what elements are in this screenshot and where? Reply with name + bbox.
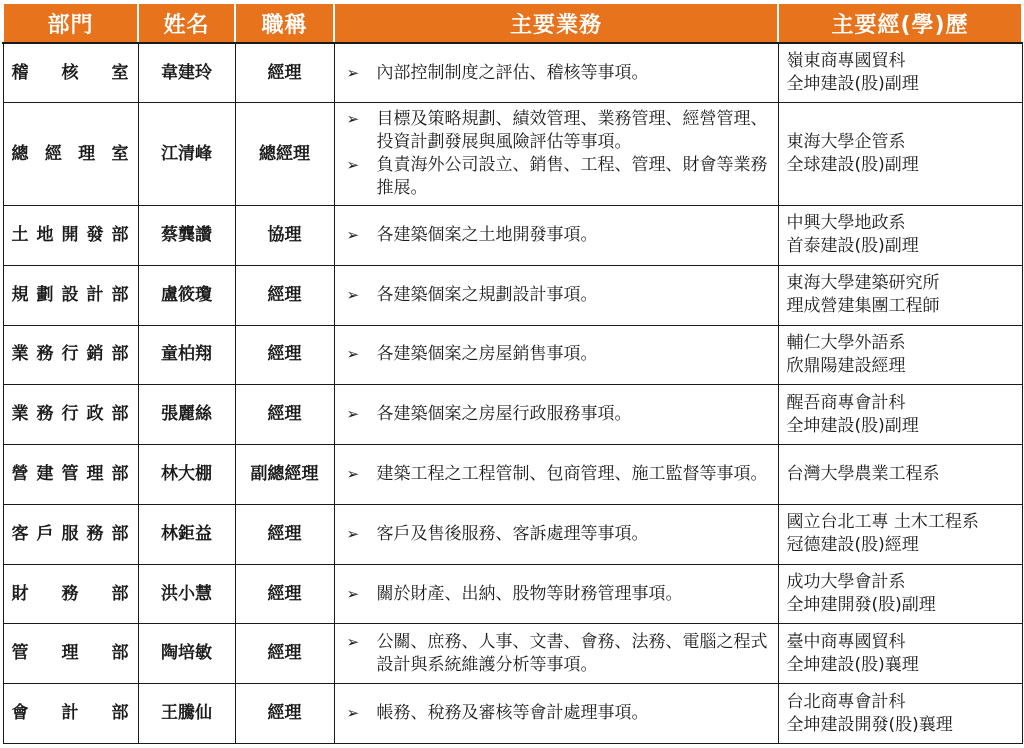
- table-row: [3, 564, 1022, 624]
- duty-text: 公關、庶務、人事、文書、會務、法務、電腦之程式設計與系統維護分析等事項。: [376, 631, 768, 675]
- duty-item: [343, 702, 770, 725]
- table-row: [3, 103, 1022, 206]
- duty-item: [343, 463, 770, 486]
- arrow-bullet-icon: ➢: [346, 405, 360, 424]
- duty-text: 負責海外公司設立、銷售、工程、管理、財會等業務推展。: [376, 155, 768, 199]
- header-duties: 主要業務: [334, 3, 778, 43]
- arrow-bullet-icon: ➢: [346, 110, 360, 129]
- duty-text: 各建築個案之土地開發事項。: [376, 224, 598, 245]
- title-cell: 經理: [235, 684, 334, 744]
- education-line: 台北商專會計科: [786, 691, 906, 712]
- duty-text: 帳務、稅務及審核等會計處理事項。: [376, 703, 649, 724]
- duty-text: 內部控制制度之評估、稽核等事項。: [376, 62, 649, 83]
- name-cell: 陶培敏: [138, 624, 235, 684]
- education-line: 中興大學地政系: [786, 213, 906, 234]
- duty-item: [343, 523, 770, 546]
- table-row: [3, 385, 1022, 445]
- table-row: [3, 325, 1022, 385]
- duty-list: [343, 631, 770, 677]
- name-cell: 王騰仙: [138, 684, 235, 744]
- dept-cell: 會計部: [3, 684, 138, 744]
- education-line: 全坤建設開發(股)襄理: [786, 714, 953, 735]
- duty-text: 關於財產、出納、股物等財務管理事項。: [376, 583, 683, 604]
- name-cell: 韋建玲: [138, 43, 235, 103]
- duty-text: 各建築個案之房屋行政服務事項。: [376, 404, 632, 425]
- arrow-bullet-icon: ➢: [346, 464, 360, 483]
- education-line: 嶺東商專國貿科: [786, 51, 906, 72]
- table-row: [3, 624, 1022, 684]
- dept-cell: 業務行銷部: [3, 325, 138, 385]
- name-cell: 童柏翔: [138, 325, 235, 385]
- duty-item: [343, 62, 770, 85]
- duties-cell: [334, 564, 778, 624]
- name-cell: 張麗絲: [138, 385, 235, 445]
- header-title: 職稱: [235, 3, 334, 43]
- arrow-bullet-icon: ➢: [346, 704, 360, 723]
- education-line: 理成營建集團工程師: [786, 296, 940, 317]
- education-cell: [778, 445, 1022, 505]
- duties-cell: [334, 504, 778, 564]
- name-cell: 洪小慧: [138, 564, 235, 624]
- duties-cell: [334, 385, 778, 445]
- education-cell: [778, 206, 1022, 266]
- duty-text: 各建築個案之規劃設計事項。: [376, 284, 598, 305]
- title-cell: 經理: [235, 385, 334, 445]
- title-cell: 經理: [235, 624, 334, 684]
- education-line: 台灣大學農業工程系: [786, 463, 940, 484]
- duty-item: [343, 343, 770, 366]
- dept-cell: 客戶服務部: [3, 504, 138, 564]
- education-line: 東海大學企管系: [786, 132, 906, 153]
- duty-list: [343, 108, 770, 200]
- education-line: 首泰建設(股)副理: [786, 236, 919, 257]
- table-row: [3, 265, 1022, 325]
- table-row: [3, 206, 1022, 266]
- name-cell: 林鉅益: [138, 504, 235, 564]
- title-cell: 經理: [235, 325, 334, 385]
- table-row: [3, 445, 1022, 505]
- education-cell: [778, 103, 1022, 206]
- dept-cell: 土地開發部: [3, 206, 138, 266]
- arrow-bullet-icon: ➢: [346, 524, 360, 543]
- name-cell: 蔡龔讚: [138, 206, 235, 266]
- duties-cell: [334, 43, 778, 103]
- title-cell: 經理: [235, 564, 334, 624]
- name-cell: 林大棚: [138, 445, 235, 505]
- duty-item: [343, 224, 770, 247]
- duty-text: 客戶及售後服務、客訴處理等事項。: [376, 523, 649, 544]
- duty-item: [343, 583, 770, 606]
- name-cell: 盧筱瓊: [138, 265, 235, 325]
- education-cell: [778, 624, 1022, 684]
- duty-list: [343, 62, 770, 85]
- duty-list: [343, 583, 770, 606]
- duties-cell: [334, 325, 778, 385]
- duty-list: [343, 224, 770, 247]
- dept-cell: 業務行政部: [3, 385, 138, 445]
- education-line: 欣鼎陽建設經理: [786, 355, 906, 376]
- education-cell: [778, 385, 1022, 445]
- dept-cell: 規劃設計部: [3, 265, 138, 325]
- duty-item: [343, 284, 770, 307]
- arrow-bullet-icon: ➢: [346, 63, 360, 82]
- table-row: [3, 684, 1022, 744]
- table-body: [3, 43, 1022, 744]
- duties-cell: [334, 624, 778, 684]
- dept-cell: 總經理室: [3, 103, 138, 206]
- dept-cell: 營建管理部: [3, 445, 138, 505]
- arrow-bullet-icon: ➢: [346, 285, 360, 304]
- duties-cell: [334, 265, 778, 325]
- education-line: 成功大學會計系: [786, 572, 906, 592]
- arrow-bullet-icon: ➢: [346, 345, 360, 364]
- duty-item: [343, 631, 770, 677]
- duties-cell: [334, 103, 778, 206]
- title-cell: 協理: [235, 206, 334, 266]
- education-line: 臺中商專國貿科: [786, 631, 906, 652]
- duties-cell: [334, 684, 778, 744]
- duty-list: [343, 343, 770, 366]
- title-cell: 經理: [235, 43, 334, 103]
- header-dept: 部門: [3, 3, 138, 43]
- education-cell: [778, 265, 1022, 325]
- education-line: 全坤建設(股)副理: [786, 74, 919, 95]
- header-name: 姓名: [138, 3, 235, 43]
- duty-list: [343, 284, 770, 307]
- dept-cell: 稽核室: [3, 43, 138, 103]
- arrow-bullet-icon: ➢: [346, 584, 360, 603]
- duty-list: [343, 523, 770, 546]
- duty-text: 目標及策略規劃、績效管理、業務管理、經營管理、投資計劃發展與風險評估等事項。: [376, 109, 768, 153]
- education-cell: [778, 325, 1022, 385]
- education-line: 全坤建設(股)副理: [786, 415, 919, 436]
- organization-table: [2, 2, 1023, 744]
- arrow-bullet-icon: ➢: [346, 632, 360, 651]
- duty-list: [343, 403, 770, 426]
- duty-list: [343, 463, 770, 486]
- education-line: 輔仁大學外語系: [786, 332, 906, 353]
- education-line: 全坤建設(股)襄理: [786, 654, 919, 675]
- title-cell: 總經理: [235, 103, 334, 206]
- education-cell: [778, 504, 1022, 564]
- education-cell: [778, 564, 1022, 624]
- title-cell: 經理: [235, 265, 334, 325]
- duties-cell: [334, 206, 778, 266]
- table-header: [3, 3, 1022, 43]
- education-line: 東海大學建築研究所: [786, 273, 940, 294]
- education-cell: [778, 684, 1022, 744]
- education-line: 國立台北工專 土木工程系: [786, 512, 979, 533]
- table-row: [3, 43, 1022, 103]
- header-education: 主要經(學)歷: [778, 3, 1022, 43]
- duty-item: [343, 403, 770, 426]
- duty-item: [343, 108, 770, 154]
- table-row: [3, 504, 1022, 564]
- duties-cell: [334, 445, 778, 505]
- name-cell: 江清峰: [138, 103, 235, 206]
- duty-text: 建築工程之工程管制、包商管理、施工監督等事項。: [376, 463, 768, 484]
- dept-cell: 財務部: [3, 564, 138, 624]
- arrow-bullet-icon: ➢: [346, 225, 360, 244]
- arrow-bullet-icon: ➢: [346, 156, 360, 175]
- duty-list: [343, 702, 770, 725]
- title-cell: 副總經理: [235, 445, 334, 505]
- education-line: 醒吾商專會計科: [786, 392, 906, 413]
- education-line: 冠德建設(股)經理: [786, 535, 919, 556]
- header-row: [3, 3, 1022, 43]
- duty-item: [343, 154, 770, 200]
- duty-text: 各建築個案之房屋銷售事項。: [376, 344, 598, 365]
- education-cell: [778, 43, 1022, 103]
- title-cell: 經理: [235, 504, 334, 564]
- education-line: 全坤建開發(股)副理: [786, 595, 936, 615]
- education-line: 全球建設(股)副理: [786, 155, 919, 176]
- dept-cell: 管理部: [3, 624, 138, 684]
